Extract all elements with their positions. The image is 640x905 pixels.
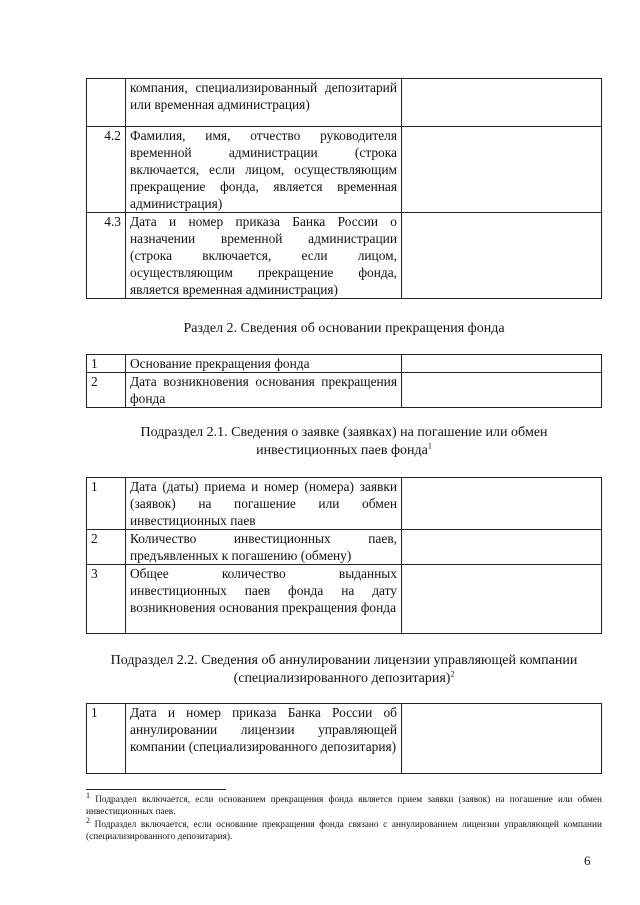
footnote-divider — [86, 789, 226, 790]
subsection-2-1-table — [86, 477, 602, 634]
row-number: 1 — [87, 478, 126, 530]
row-description: Основание прекращения фонда — [126, 355, 402, 373]
table-row — [87, 704, 602, 774]
footnote-reference: 1 — [427, 441, 432, 451]
row-value — [402, 355, 602, 373]
subsection-2-1-heading — [106, 424, 582, 460]
row-value — [402, 127, 602, 213]
row-value — [402, 213, 602, 299]
row-value — [402, 530, 602, 565]
page-number: 6 — [584, 853, 591, 868]
footnote-1 — [86, 790, 602, 818]
table-row — [87, 355, 602, 373]
table-row — [87, 373, 602, 408]
footnote-2 — [86, 815, 602, 843]
row-description: Дата возникновения основания прекращения фонда — [126, 373, 402, 408]
heading-text: Подраздел 2.1. Сведения о заявке (заявках) на погашение или обмен инвестиционных паев фонда — [140, 425, 548, 458]
row-number: 4.2 — [87, 127, 126, 213]
row-number — [87, 79, 126, 127]
footnote-reference: 2 — [450, 669, 455, 679]
subsection-2-2-heading — [106, 652, 582, 688]
row-description: Фамилия, имя, отчество руководителя временной администрации (строка включается, если лицом, осуществляющим прекращение фонда, является временная администрация) — [126, 127, 402, 213]
row-description: Дата (даты) приема и номер (номера) заявки (заявок) на погашение или обмен инвестиционных паев — [126, 478, 402, 530]
row-description: компания, специализированный депозитарий или временная администрация) — [126, 79, 402, 127]
row-number: 4.3 — [87, 213, 126, 299]
row-description: Дата и номер приказа Банка России об аннулировании лицензии управляющей компании (специализированного депозитария) — [126, 704, 402, 774]
row-description: Количество инвестиционных паев, предъявленных к погашению (обмену) — [126, 530, 402, 565]
row-value — [402, 373, 602, 408]
section-2-heading: Раздел 2. Сведения об основании прекращения фонда — [183, 321, 505, 336]
row-value — [402, 565, 602, 634]
row-number: 1 — [87, 704, 126, 774]
continuation-table — [86, 78, 602, 299]
table-row — [87, 127, 602, 213]
row-number: 2 — [87, 530, 126, 565]
table-row — [87, 478, 602, 530]
table-row — [87, 213, 602, 299]
row-number: 3 — [87, 565, 126, 634]
section-2-table — [86, 354, 602, 408]
row-description: Общее количество выданных инвестиционных паев фонда на дату возникновения основания прекращения фонда — [126, 565, 402, 634]
row-value — [402, 478, 602, 530]
row-value — [402, 79, 602, 127]
row-value — [402, 704, 602, 774]
heading-text: Подраздел 2.2. Сведения об аннулировании лицензии управляющей компании (специализированного депозитария) — [110, 653, 578, 686]
footnote-mark: 2 — [86, 815, 90, 825]
footnote-text: Подраздел включается, если основанием прекращения фонда является прием заявки (заявок) на погашение или обмен инвестиционных паев. — [86, 795, 602, 817]
subsection-2-2-table — [86, 703, 602, 774]
row-description: Дата и номер приказа Банка России о назначении временной администрации (строка включается, если лицом, осуществляющим прекращение фонда, является временная администрация) — [126, 213, 402, 299]
table-row — [87, 530, 602, 565]
footnote-mark: 1 — [86, 790, 90, 800]
table-row — [87, 565, 602, 634]
table-row — [87, 79, 602, 127]
row-number: 2 — [87, 373, 126, 408]
footnote-text: Подраздел включается, если основание прекращения фонда связано с аннулированием лицензии управляющей компании (специализированного депозитария). — [86, 820, 602, 842]
row-number: 1 — [87, 355, 126, 373]
